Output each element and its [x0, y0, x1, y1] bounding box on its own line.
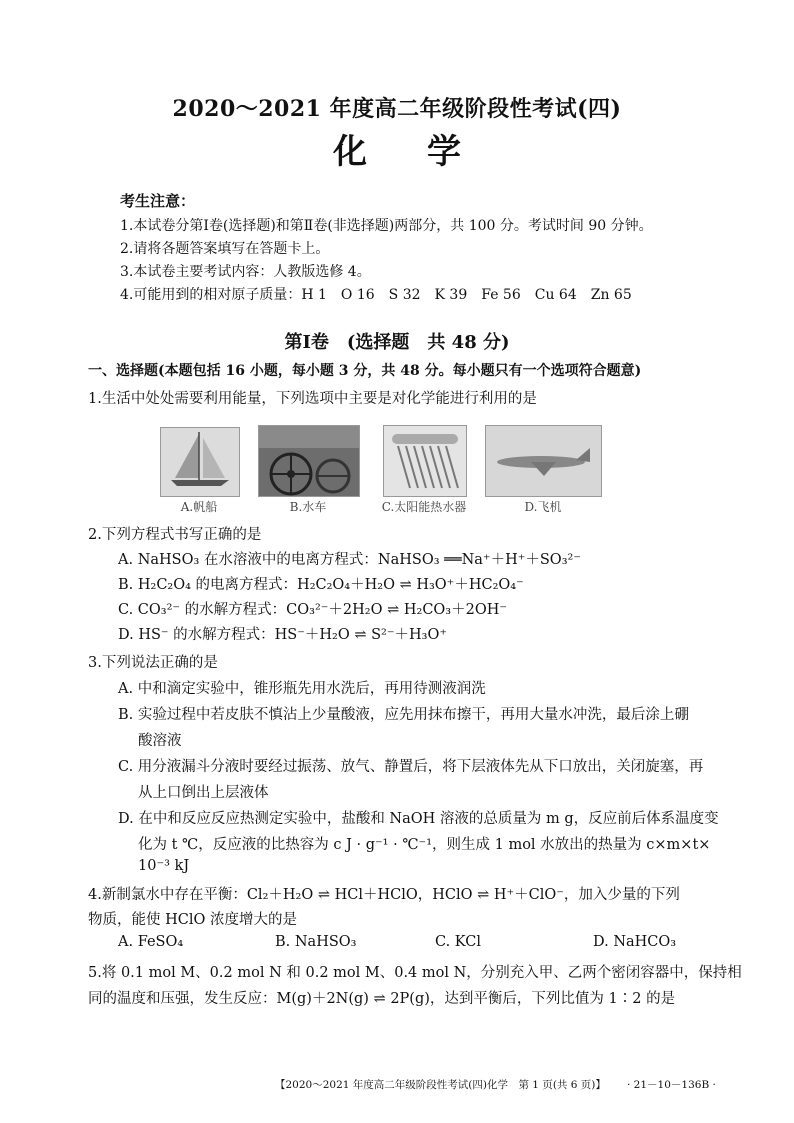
- q3-option-c: C. 用分液漏斗分液时要经过振荡、放气、静置后，将下层液体先从下口放出，关闭旋塞，再: [118, 759, 704, 775]
- q4-stem-cont: 物质，能使 HClO 浓度增大的是: [88, 912, 297, 928]
- q3-option-a: A. 中和滴定实验中，锥形瓶先用水洗后，再用待测液润洗: [118, 681, 486, 697]
- q2-option-c: C. CO₃²⁻ 的水解方程式：CO₃²⁻＋2H₂O ⇌ H₂CO₃＋2OH⁻: [118, 602, 508, 618]
- exam-title: 2020～2021 年度高二年级阶段性考试(四): [172, 96, 622, 122]
- notice-item: 3.本试卷主要考试内容：人教版选修 4。: [120, 264, 371, 280]
- q2-stem: 2.下列方程式书写正确的是: [88, 527, 262, 543]
- q2-option-d: D. HS⁻ 的水解方程式：HS⁻＋H₂O ⇌ S²⁻＋H₃O⁺: [118, 627, 448, 643]
- q5-stem-cont: 同的温度和压强，发生反应：M(g)＋2N(g) ⇌ 2P(g)，达到平衡后，下列比值为 1∶2 的是: [88, 991, 676, 1007]
- q3-option-d-cont: 化为 t ℃，反应液的比热容为 c J · g⁻¹ · ℃⁻¹，则生成 1 mol 水放出的热量为 c×m×t×: [138, 837, 711, 853]
- q4-option-c: C. KCl: [435, 934, 481, 950]
- q2-option-b: B. H₂C₂O₄ 的电离方程式：H₂C₂O₄＋H₂O ⇌ H₃O⁺＋HC₂O₄⁻: [118, 577, 524, 593]
- q1-caption-a: A.帆船: [180, 500, 218, 514]
- page-code: · 21－10－136B ·: [627, 1079, 716, 1091]
- subject-title: 化学: [333, 132, 521, 172]
- q1-caption-d: D.飞机: [524, 500, 562, 514]
- q3-option-c-cont: 从上口倒出上层液体: [138, 785, 269, 801]
- q4-stem: 4.新制氯水中存在平衡：Cl₂＋H₂O ⇌ HCl＋HClO，HClO ⇌ H⁺＋ClO⁻，加入少量的下列: [88, 887, 680, 903]
- q3-option-b: B. 实验过程中若皮肤不慎沾上少量酸液，应先用抹布擦干，再用大量水冲洗，最后涂上硼: [118, 707, 689, 723]
- notice-item: 4.可能用到的相对原子质量：H 1 O 16 S 32 K 39 Fe 56 Cu 64 Zn 65: [120, 287, 632, 303]
- q3-stem: 3.下列说法正确的是: [88, 655, 218, 671]
- notice-item: 1.本试卷分第Ⅰ卷(选择题)和第Ⅱ卷(非选择题)两部分，共 100 分。考试时间 90 分钟。: [120, 218, 653, 234]
- section1-heading: 一、选择题(本题包括 16 小题，每小题 3 分，共 48 分。每小题只有一个选项符合题意): [88, 363, 642, 379]
- sailboat-image: [160, 427, 240, 497]
- q1-caption-c: C.太阳能热水器: [381, 500, 467, 514]
- q3-option-b-cont: 酸溶液: [138, 733, 182, 749]
- q4-option-d: D. NaHCO₃: [593, 934, 677, 950]
- q5-stem: 5.将 0.1 mol M、0.2 mol N 和 0.2 mol M、0.4 mol N，分别充入甲、乙两个密闭容器中，保持相: [88, 965, 742, 981]
- notice-item: 2.请将各题答案填写在答题卡上。: [120, 241, 330, 257]
- airplane-image: [485, 425, 602, 497]
- notice-heading: 考生注意：: [120, 192, 196, 210]
- q3-option-d: D. 在中和反应反应热测定实验中，盐酸和 NaOH 溶液的总质量为 m g，反应前后体系温度变: [118, 811, 719, 827]
- part1-heading: 第Ⅰ卷 (选择题 共 48 分): [284, 332, 510, 353]
- page-footer: 【2020～2021 年度高二年级阶段性考试(四)化学 第 1 页(共 6 页)】: [275, 1079, 606, 1091]
- q1-caption-b: B.水车: [289, 500, 327, 514]
- q2-option-a: A. NaHSO₃ 在水溶液中的电离方程式：NaHSO₃ ══Na⁺＋H⁺＋SO₃²⁻: [118, 552, 581, 568]
- q1-stem: 1.生活中处处需要利用能量，下列选项中主要是对化学能进行利用的是: [88, 391, 537, 407]
- q3-option-d-cont2: 10⁻³ kJ: [138, 858, 190, 874]
- q4-option-b: B. NaHSO₃: [275, 934, 357, 950]
- q4-option-a: A. FeSO₄: [118, 934, 184, 950]
- waterwheel-image: [258, 425, 360, 497]
- solar-heater-image: [383, 425, 467, 497]
